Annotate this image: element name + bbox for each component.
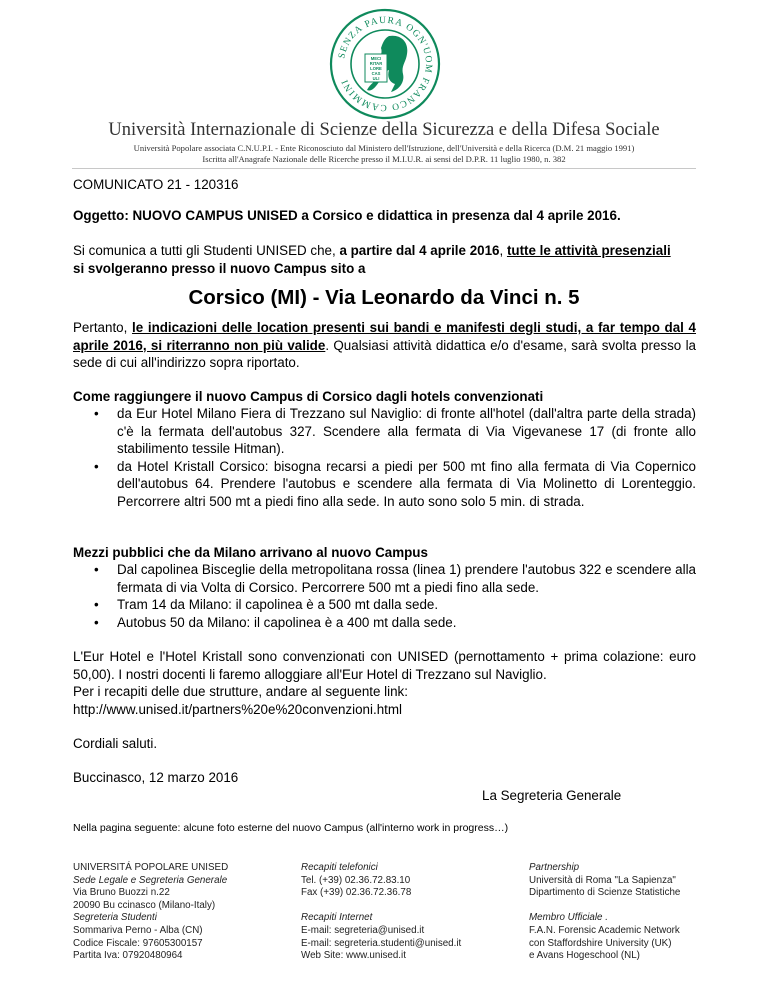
footer-label: Recapiti telefonici <box>301 862 378 873</box>
list-item: • Dal capolinea Bisceglie della metropolitana rossa (linea 1) prendere l'autobus 322 e scendere alla fermata di via Volta di Corsico. Percorrere 500 mt a piedi fino alla sede. <box>94 562 696 595</box>
seal-plaque-line: MECI <box>370 56 382 61</box>
notice-text: Pertanto, <box>73 320 133 335</box>
transit-heading: Mezzi pubblici che da Milano arrivano al nuovo Campus <box>73 545 428 560</box>
list-item: • Tram 14 da Milano: il capolinea è a 500 mt dalla sede. <box>94 597 439 612</box>
closing-greeting: Cordiali saluti. <box>73 736 158 751</box>
intro-text: si svolgeranno presso il nuovo Campus sito a <box>73 260 366 276</box>
notice-paragraph <box>73 319 696 372</box>
footer-phone: Tel. (+39) 02.36.72.83.10 <box>301 874 411 886</box>
footer-email[interactable]: E-mail: segreteria@unised.it <box>301 924 425 936</box>
footer-col-university <box>73 862 228 963</box>
institution-subtitle: Università Popolare associata C.N.U.P.I. - Ente Riconosciuto dal Ministero dell'Istruzione, dell'Università e della Ricerca (D.M. 21 maggio 1991) <box>133 143 635 153</box>
agreement-text: L'Eur Hotel e l'Hotel Kristall sono convenzionati con UNISED (pernottamento + prima colazione: euro 50,00). I nostri docenti li faremo alloggiare all'Eur Hotel di Trezzano sul Naviglio. <box>73 649 696 682</box>
transit-list <box>94 561 696 631</box>
footer-text: Università di Roma "La Sapienza" <box>529 874 676 886</box>
footer-text: Sommariva Perno - Alba (CN) <box>73 924 203 936</box>
partners-link[interactable]: http://www.unised.it/partners%20e%20convenzioni.html <box>73 701 402 717</box>
hotels-heading: Come raggiungere il nuovo Campus di Corsico dagli hotels convenzionati <box>73 389 544 404</box>
footer-text: Via Bruno Buozzi n.22 <box>73 887 170 899</box>
notice-emphasis: le indicazioni delle location presenti sui bandi e manifesti degli studi, a far tempo dal 4 aprile 2016, si riterranno non più valide <box>73 320 697 353</box>
subject-line: Oggetto: NUOVO CAMPUS UNISED a Corsico e didattica in presenza dal 4 aprile 2016. <box>73 208 621 223</box>
list-item: • da Hotel Kristall Corsico: bisogna recarsi a piedi per 500 mt fino alla fermata di Via Copernico dell'autobus 64. Prendere l'autobus e scendere alla fermata di Via Molinetto di Lorenteggio. Percorrere altri 500 mt a piedi fino alla sede. In auto sono solo 5 min. di strada. <box>94 458 696 509</box>
footer-text: UNIVERSITÁ POPOLARE UNISED <box>73 862 229 873</box>
intro-text: , <box>499 243 507 258</box>
footer-text: e Avans Hogeschool (NL) <box>529 950 640 962</box>
institution-title: Università Internazionale di Scienze della Sicurezza e della Difesa Sociale <box>108 120 660 140</box>
intro-text: Si comunica a tutti gli Studenti UNISED che, <box>73 243 340 258</box>
next-page-note: Nella pagina seguente: alcune foto esterne del nuovo Campus (all'interno work in progress…) <box>73 822 509 834</box>
university-seal-logo <box>329 8 441 120</box>
footer-fax: Fax (+39) 02.36.72.36.78 <box>301 887 412 899</box>
intro-activities: tutte le attività presenziali <box>506 243 671 258</box>
bullet-icon: • <box>94 406 99 421</box>
institution-subtitle: Iscritta all'Anagrafe Nazionale delle Ricerche presso il M.I.U.R. ai sensi del D.P.R. 11 luglio 1980, n. 382 <box>202 154 566 164</box>
intro-date: a partire dal 4 aprile 2016 <box>339 243 500 258</box>
bullet-icon: • <box>94 597 99 612</box>
footer-text: con Staffordshire University (UK) <box>529 937 672 949</box>
footer-label: Partnership <box>529 862 580 873</box>
place-date: Buccinasco, 12 marzo 2016 <box>73 770 239 785</box>
seal-plaque-line: ULI <box>372 76 380 81</box>
campus-address: Corsico (MI) - Via Leonardo da Vinci n. 5 <box>188 286 580 309</box>
communique-reference: COMUNICATO 21 - 120316 <box>73 177 239 192</box>
footer-text: Codice Fiscale: 97605300157 <box>73 937 203 949</box>
link-intro: Per i recapiti delle due strutture, andare al seguente link: <box>73 684 408 699</box>
bullet-icon: • <box>94 458 99 474</box>
header-divider <box>72 168 696 169</box>
footer-col-contacts <box>301 862 461 963</box>
bullet-icon: • <box>94 562 99 577</box>
notice-text: . Qualsiasi attività didattica e/o d'esame, sarà svolta presso la sede di cui all'indirizzo sopra riportato. <box>73 337 696 370</box>
seal-ring-text: SENZA PAURA OGN'UOM FRANCO CAMMINI <box>337 15 434 113</box>
footer-text: F.A.N. Forensic Academic Network <box>529 924 680 936</box>
intro-paragraph <box>73 242 696 277</box>
footer-label: Sede Legale e Segreteria Generale <box>73 874 228 886</box>
footer-label: Segreteria Studenti <box>73 912 157 924</box>
footer-text: Dipartimento di Scienze Statistiche <box>529 887 681 899</box>
footer-label: Membro Ufficiale . <box>529 912 608 924</box>
footer-col-partnership <box>529 862 680 963</box>
list-item: • Autobus 50 da Milano: il capolinea è a 400 mt dalla sede. <box>94 614 457 630</box>
footer-label: Recapiti Internet <box>301 912 373 924</box>
signature: La Segreteria Generale <box>482 788 622 803</box>
footer-text: 20090 Bu ccinasco (Milano-Italy) <box>73 899 216 911</box>
hotels-list <box>94 405 696 510</box>
list-item: • da Eur Hotel Milano Fiera di Trezzano sul Naviglio: di fronte all'hotel (dall'altra parte della strada) c'è la fermata dell'autobus 327. Scendere alla fermata di Via Vigevanese 17 (di fronte allo stabilimento tessile Hitman). <box>94 406 696 456</box>
footer-website[interactable]: Web Site: www.unised.it <box>301 950 406 962</box>
bullet-icon: • <box>94 614 99 630</box>
agreement-paragraph <box>73 648 696 718</box>
seal-plaque-line: LORE <box>370 66 382 71</box>
seal-plaque-line: RITAR <box>369 61 383 66</box>
footer-text: Partita Iva: 07920480964 <box>73 950 183 962</box>
footer-email[interactable]: E-mail: segreteria.studenti@unised.it <box>301 937 462 949</box>
seal-plaque-line: CAS <box>371 71 381 76</box>
